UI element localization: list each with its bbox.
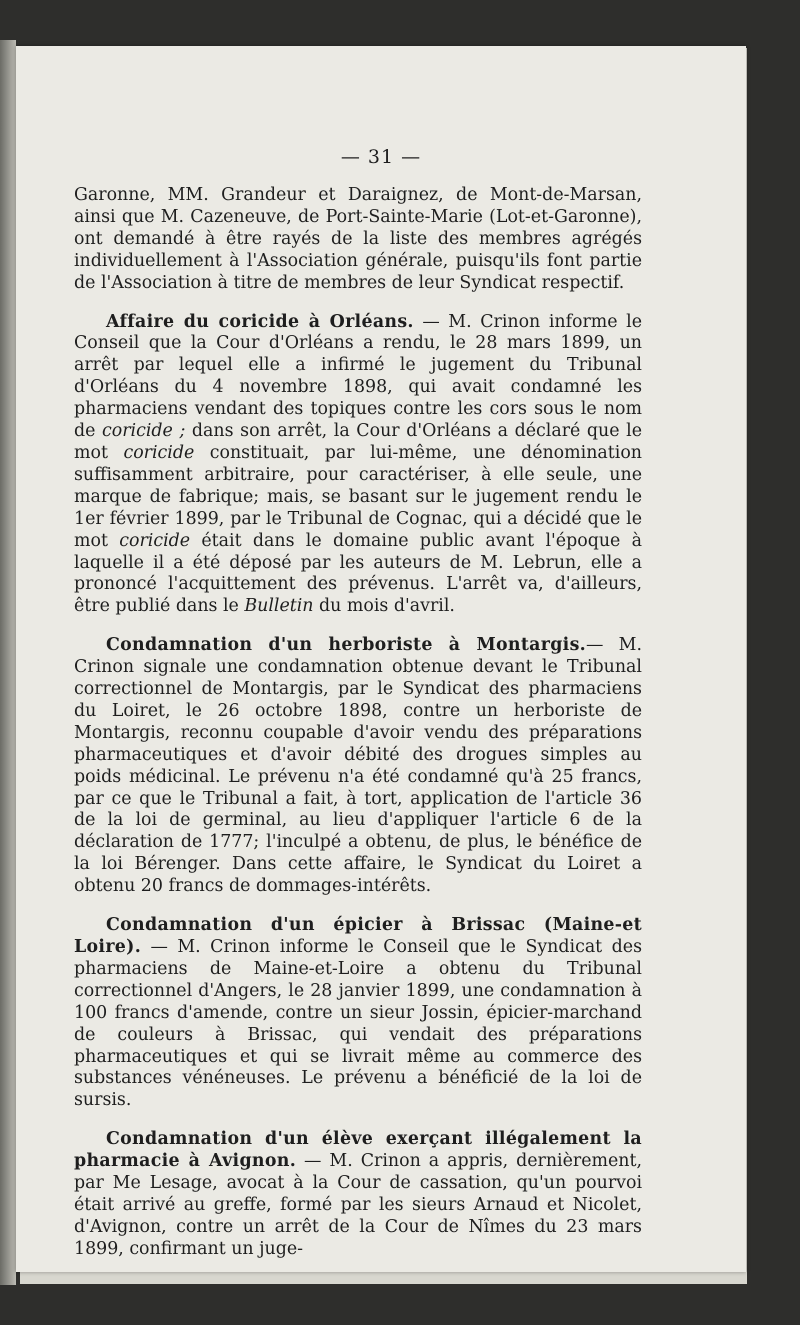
book-binding-edge (0, 40, 16, 1285)
page-text (74, 185, 642, 1261)
intro-paragraph: Garonne, MM. Grandeur et Daraignez, de Mont-de-Marsan, ainsi que M. Cazeneuve, de Port-Sainte-Marie (Lot-et-Garonne), ont demandé à être rayés de la liste des membres agrégés individuellement à l'Association générale, puisqu'ils font partie de l'Association à titre de membres de leur Syndicat respectif. (74, 185, 642, 293)
section-title-epicier-brissac: Condamnation d'un épicier à Brissac (Maine-et Loire). (74, 915, 642, 957)
book-page (16, 46, 746, 1272)
section-title-coricide-orleans: Affaire du coricide à Orléans. (106, 311, 414, 332)
page-number: — 31 — (340, 146, 422, 168)
paragraph-eleve-avignon: Condamnation d'un élève exerçant illégalement la pharmacie à Avignon. — M. Crinon a appris, dernièrement, par Me Lesage, avocat à la Cour de cassation, qu'un pourvoi était arrivé au greffe, formé par les sieurs Arnaud et Nicolet, d'Avignon, contre un arrêt de la Cour de Nîmes du 23 mars 1899, confirmant un juge- (74, 1129, 642, 1259)
paragraph-coricide-orleans: Affaire du coricide à Orléans. — M. Crinon informe le Conseil que la Cour d'Orléans a rendu, le 28 mars 1899, un arrêt par lequel elle a infirmé le jugement du Tribunal d'Orléans du 4 novembre 1898, qui avait condamné les pharmaciens vendant des topiques contre les cors sous le nom de coricide ; dans son arrêt, la Cour d'Orléans a déclaré que le mot coricide constituait, par lui-même, une dénomination suffisamment arbitraire, pour caractériser, à elle seule, une marque de fabrique; mais, se basant sur le jugement rendu le 1er février 1899, par le Tribunal de Cognac, qui a décidé que le mot coricide était dans le domaine public avant l'époque à laquelle il a été déposé par les auteurs de M. Lebrun, elle a prononcé l'acquittement des prévenus. L'arrêt va, d'ailleurs, être publié dans le Bulletin du mois d'avril. (74, 311, 642, 617)
section-title-eleve-avignon: Condamnation d'un élève exerçant illégalement la pharmacie à Avignon. (74, 1129, 642, 1172)
section-title-herboriste-montargis: Condamnation d'un herboriste à Montargis. (106, 635, 587, 656)
paragraph-herboriste-montargis: Condamnation d'un herboriste à Montargis.— M. Crinon signale une condamnation obtenue devant le Tribunal correctionnel de Montargis, par le Syndicat des pharmaciens du Loiret, le 26 octobre 1898, contre un herboriste de Montargis, reconnu coupable d'avoir vendu des préparations pharmaceutiques et d'avoir débité des drogues simples au poids médicinal. Le prévenu n'a été condamné qu'à 25 francs, par ce que le Tribunal a fait, à tort, application de l'article 36 de la loi de germinal, au lieu d'appliquer l'article 6 de la déclaration de 1777; l'inculpé a obtenu, de plus, le bénéfice de la loi Bérenger. Dans cette affaire, le Syndicat du Loiret a obtenu 20 francs de dommages-intérêts. (74, 635, 642, 897)
paragraph-epicier-brissac: Condamnation d'un épicier à Brissac (Maine-et Loire). — M. Crinon informe le Conseil que le Syndicat des pharmaciens de Maine-et-Loire a obtenu du Tribunal correctionnel d'Angers, le 28 janvier 1899, une condamnation à 100 francs d'amende, contre un sieur Jossin, épicier-marchand de couleurs à Brissac, qui vendait des préparations pharmaceutiques et qui se livrait même au commerce des substances vénéneuses. Le prévenu a bénéficié de la loi de sursis. (74, 915, 642, 1111)
